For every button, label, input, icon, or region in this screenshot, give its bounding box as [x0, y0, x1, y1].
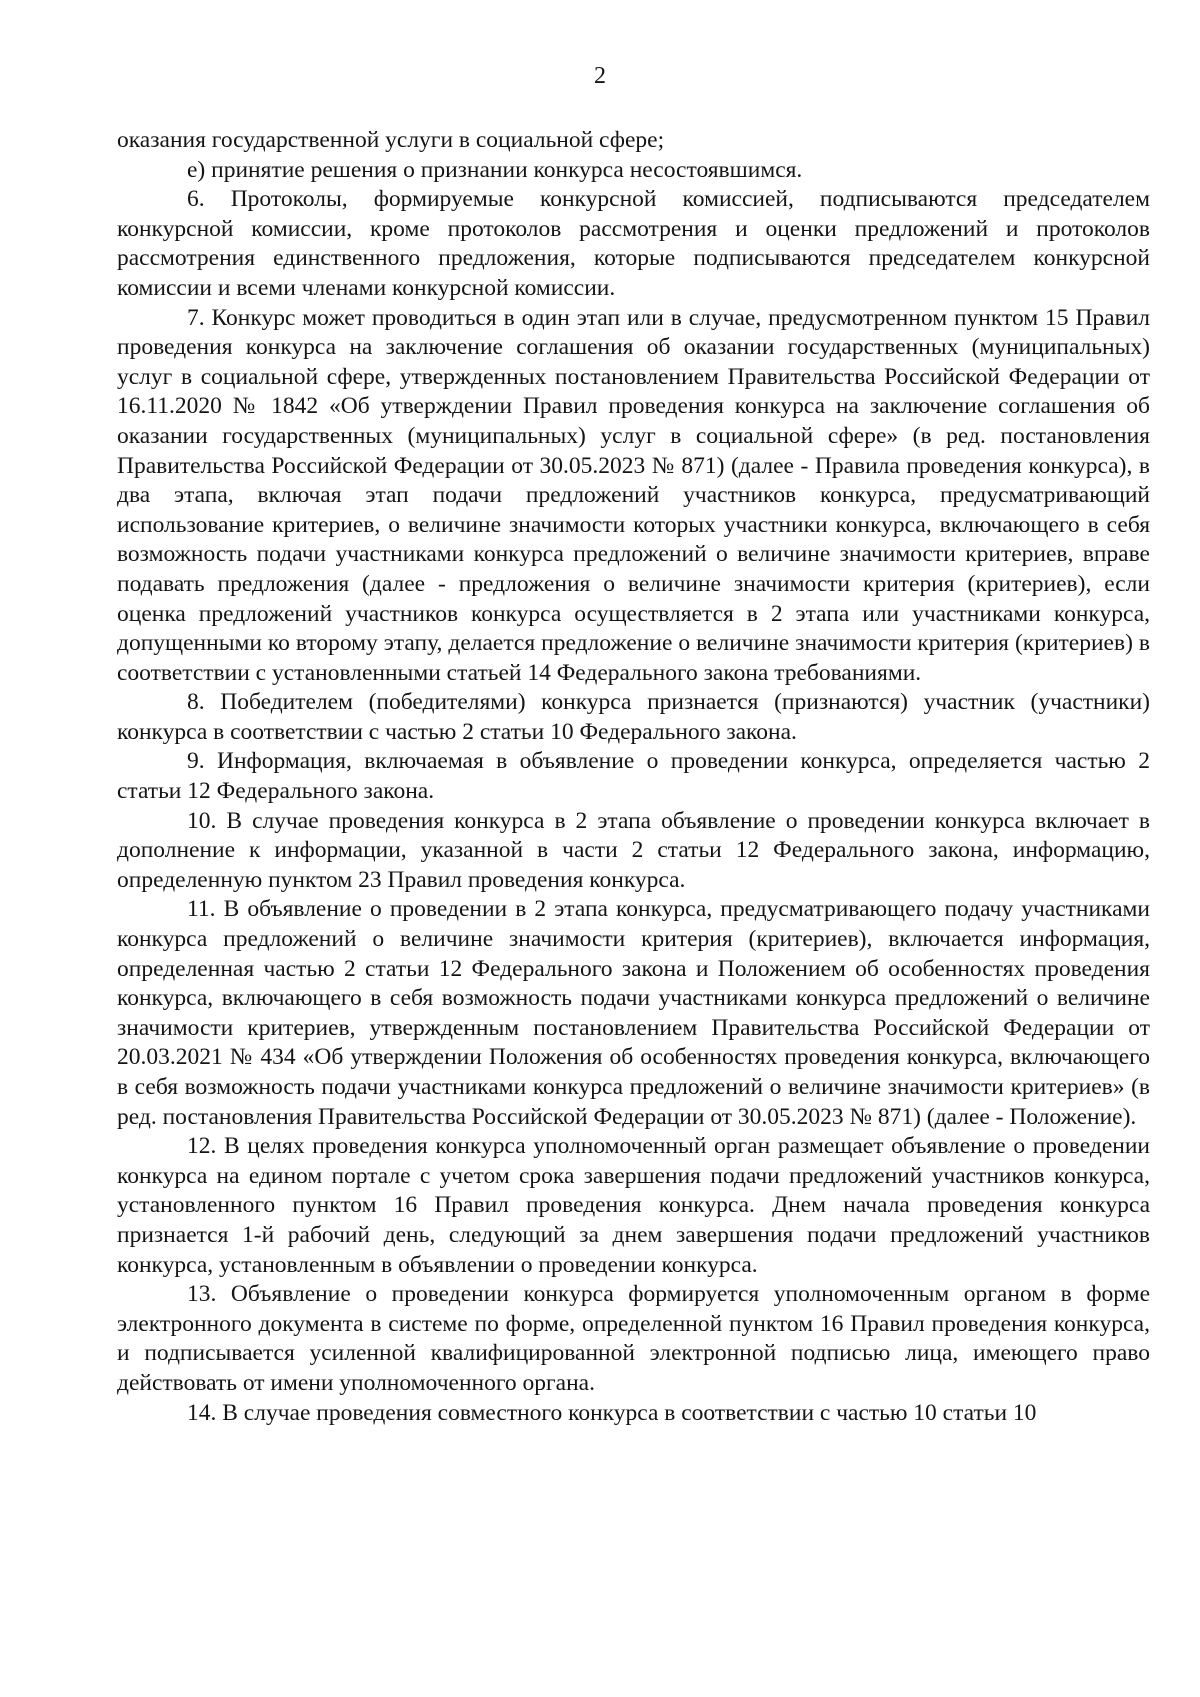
paragraph-8: 8. Победителем (победителями) конкурса признается (признаются) участник (участники) конкурса в соответствии с частью 2 статьи 10 Федерального закона. — [117, 689, 1150, 745]
paragraph-continuation: оказания государственной услуги в социальной сфере; — [117, 127, 665, 153]
page-number: 2 — [594, 63, 606, 89]
paragraph-6: 6. Протоколы, формируемые конкурсной комиссией, подписываются председателем конкурсной комиссии, кроме протоколов рассмотрения и оценки предложений и протоколов рассмотрения единственного предложения, которые подписываются председателем конкурсной комиссии и всеми членами конкурсной комиссии. — [117, 186, 1150, 301]
paragraph-7: 7. Конкурс может проводиться в один этап или в случае, предусмотренном пунктом 15 Правил проведения конкурса на заключение соглашения об оказании государственных (муниципальных) услуг в социальной сфере, утвержденных постановлением Правительства Российской Федерации от 16.11.2020 № 1842 «Об утверждении Правил проведения конкурса на заключение соглашения об оказании государственных (муниципальных) услуг в социальной сфере» (в ред. постановления Правительства Российской Федерации от 30.05.2023 № 871) (далее - Правила проведения конкурса), в два этапа, включая этап подачи предложений участников конкурса, предусматривающий использование критериев, о величине значимости которых участники конкурса, включающего в себя возможность подачи участниками конкурса предложений о величине значимости критериев, вправе подавать предложения (далее - предложения о величине значимости критерия (критериев), если оценка предложений участников конкурса осуществляется в 2 этапа или участниками конкурса, допущенными ко второму этапу, делается предложение о величине значимости критерия (критериев) в соответствии с установленными статьей 14 Федерального закона требованиями. — [117, 304, 1150, 686]
paragraph-14: 14. В случае проведения совместного конкурса в соответствии с частью 10 статьи 10 — [187, 1399, 1037, 1426]
paragraph-10: 10. В случае проведения конкурса в 2 этапа объявление о проведении конкурса включает в дополнение к информации, указанной в части 2 статьи 12 Федерального закона, информацию, определенную пунктом 23 Правил проведения конкурса. — [117, 807, 1150, 893]
paragraph-13: 13. Объявление о проведении конкурса формируется уполномоченным органом в форме электронного документа в системе по форме, определенной пунктом 16 Правил проведения конкурса, и подписывается усиленной квалифицированной электронной подписью лица, имеющего право действовать от имени уполномоченного органа. — [117, 1281, 1150, 1396]
paragraph-item-e: е) принятие решения о признании конкурса несостоявшимся. — [187, 156, 803, 183]
paragraph-11: 11. В объявление о проведении в 2 этапа конкурса, предусматривающего подачу участниками конкурса предложений о величине значимости критерия (критериев), включается информация, определенная частью 2 статьи 12 Федерального закона и Положением об особенностях проведения конкурса, включающего в себя возможность подачи участниками конкурса предложений о величине значимости критериев, утвержденным постановлением Правительства Российской Федерации от 20.03.2021 № 434 «Об утверждении Положения об особенностях проведения конкурса, включающего в себя возможность подачи участниками конкурса предложений о величине значимости критериев» (в ред. постановления Правительства Российской Федерации от 30.05.2023 № 871) (далее - Положение). — [117, 896, 1150, 1130]
paragraph-12: 12. В целях проведения конкурса уполномоченный орган размещает объявление о проведении конкурса на едином портале с учетом срока завершения подачи предложений участников конкурса, установленного пунктом 16 Правил проведения конкурса. Днем начала проведения конкурса признается 1-й рабочий день, следующий за днем завершения подачи предложений участников конкурса, установленным в объявлении о проведении конкурса. — [117, 1133, 1150, 1278]
paragraph-9: 9. Информация, включаемая в объявление о проведении конкурса, определяется частью 2 статьи 12 Федерального закона. — [117, 748, 1150, 805]
document-body — [117, 126, 1150, 1428]
